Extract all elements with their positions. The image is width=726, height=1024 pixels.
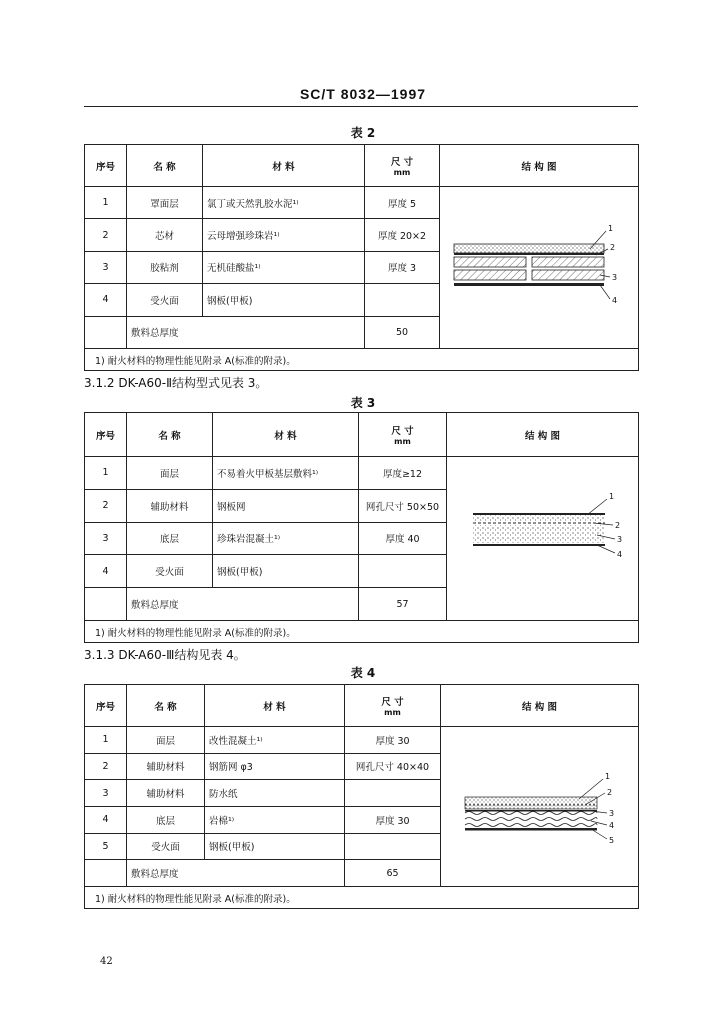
table2-title: 表 2 xyxy=(350,126,376,140)
layer-surface xyxy=(465,797,597,809)
cell-name: 芯材 xyxy=(127,219,203,251)
layer-cover xyxy=(454,244,604,253)
table-note: 1) 耐火材料的物理性能见附录 A(标准的附录)。 xyxy=(85,887,639,909)
cell-name: 辅助材料 xyxy=(127,780,205,807)
structure-diagram-cell xyxy=(441,727,639,887)
cell-name: 底层 xyxy=(127,522,213,555)
structure-diagram xyxy=(440,187,639,345)
diagram-label-4: 4 xyxy=(609,821,615,830)
cell-size: 厚度≥12 xyxy=(359,457,447,490)
layer-core-d xyxy=(532,270,604,280)
layer-steel-plate xyxy=(454,283,604,286)
cell-name: 面层 xyxy=(127,727,205,754)
table-header-row xyxy=(85,413,639,457)
cell-material: 钢筋网 φ3 xyxy=(205,753,345,780)
table4-title: 表 4 xyxy=(350,666,376,680)
col-header-material: 材 料 xyxy=(213,413,359,457)
cell-no: 4 xyxy=(85,806,127,833)
cell-material: 改性混凝土¹⁾ xyxy=(205,727,345,754)
col-header-size xyxy=(365,145,440,187)
table-row xyxy=(85,457,639,490)
size-unit: mm xyxy=(393,168,411,177)
cell-size: 厚度 30 xyxy=(345,727,441,754)
header-rule xyxy=(84,106,638,107)
note-row xyxy=(85,887,639,909)
cell-material: 防水纸 xyxy=(205,780,345,807)
total-label: 敷料总厚度 xyxy=(127,860,345,887)
cell-material: 钢板网 xyxy=(213,489,359,522)
diagram-label-3: 3 xyxy=(612,273,618,282)
col-header-no: 序号 xyxy=(85,145,127,187)
layer-core-b xyxy=(532,257,604,267)
diagram-label-2: 2 xyxy=(615,521,621,530)
cell-size: 厚度 5 xyxy=(365,187,440,219)
cell-no: 4 xyxy=(85,284,127,316)
col-header-no: 序号 xyxy=(85,685,127,727)
cell-no: 1 xyxy=(85,727,127,754)
diagram-label-2: 2 xyxy=(607,788,613,797)
cell-size: 厚度 40 xyxy=(359,522,447,555)
leader-4 xyxy=(600,285,610,299)
cell-name: 辅助材料 xyxy=(127,753,205,780)
diagram-label-1: 1 xyxy=(605,772,611,781)
standard-code: SC/T 8032—1997 xyxy=(299,86,427,102)
cell-no: 2 xyxy=(85,219,127,251)
layer-bottom xyxy=(473,525,605,543)
section-3-1-2: 3.1.2 DK-A60-Ⅱ结构型式见表 3。 xyxy=(84,376,268,390)
cell-size: 厚度 30 xyxy=(345,806,441,833)
table-row xyxy=(85,187,639,219)
col-header-material: 材 料 xyxy=(203,145,365,187)
cell-name: 辅助材料 xyxy=(127,489,213,522)
cell-material: 无机硅酸盐¹⁾ xyxy=(203,251,365,283)
structure-diagram xyxy=(447,457,639,617)
cell-material: 云母增强珍珠岩¹⁾ xyxy=(203,219,365,251)
total-value: 57 xyxy=(359,588,447,621)
layer-top-line xyxy=(473,513,605,515)
size-label: 尺 寸 xyxy=(390,157,414,168)
col-header-diagram: 结 构 图 xyxy=(441,685,639,727)
cell-no: 1 xyxy=(85,457,127,490)
cell-empty xyxy=(85,860,127,887)
leader-1 xyxy=(587,499,607,515)
structure-diagram-cell xyxy=(440,187,639,349)
cell-no: 2 xyxy=(85,489,127,522)
total-label: 敷料总厚度 xyxy=(127,588,359,621)
section-3-1-3: 3.1.3 DK-A60-Ⅲ结构见表 4。 xyxy=(84,648,246,662)
size-unit: mm xyxy=(384,708,401,717)
table-header-row xyxy=(85,145,639,187)
cell-size: 厚度 20×2 xyxy=(365,219,440,251)
cell-size: 网孔尺寸 50×50 xyxy=(359,489,447,522)
size-label: 尺 寸 xyxy=(381,697,404,708)
col-header-name: 名 称 xyxy=(127,685,205,727)
cell-name: 底层 xyxy=(127,806,205,833)
layer-core-a xyxy=(454,257,526,267)
cell-no: 1 xyxy=(85,187,127,219)
col-header-no: 序号 xyxy=(85,413,127,457)
cell-size: 网孔尺寸 40×40 xyxy=(345,753,441,780)
total-label: 敷料总厚度 xyxy=(127,316,365,348)
table4 xyxy=(84,684,639,909)
diagram-label-1: 1 xyxy=(609,492,615,501)
cell-size: 厚度 3 xyxy=(365,251,440,283)
cell-empty xyxy=(85,316,127,348)
cell-material: 钢板(甲板) xyxy=(205,833,345,860)
layer-adhesive-top xyxy=(454,253,604,255)
cell-size xyxy=(345,833,441,860)
cell-size xyxy=(365,284,440,316)
layer-rock-wool xyxy=(465,812,597,827)
diagram-label-2: 2 xyxy=(610,243,616,252)
size-unit: mm xyxy=(394,437,411,446)
total-value: 65 xyxy=(345,860,441,887)
diagram-label-3: 3 xyxy=(617,535,623,544)
diagram-label-4: 4 xyxy=(612,296,618,305)
cell-material: 钢板(甲板) xyxy=(213,555,359,588)
table-note: 1) 耐火材料的物理性能见附录 A(标准的附录)。 xyxy=(85,349,639,371)
cell-no: 2 xyxy=(85,753,127,780)
cell-size xyxy=(345,780,441,807)
col-header-size xyxy=(359,413,447,457)
cell-material: 岩棉¹⁾ xyxy=(205,806,345,833)
col-header-name: 名 称 xyxy=(127,145,203,187)
cell-name: 受火面 xyxy=(127,555,213,588)
page-number: 42 xyxy=(100,956,113,967)
cell-name: 罩面层 xyxy=(127,187,203,219)
col-header-size xyxy=(345,685,441,727)
cell-size xyxy=(359,555,447,588)
cell-name: 胶粘剂 xyxy=(127,251,203,283)
cell-material: 珍珠岩混凝土¹⁾ xyxy=(213,522,359,555)
structure-diagram xyxy=(441,727,639,883)
total-value: 50 xyxy=(365,316,440,348)
col-header-name: 名 称 xyxy=(127,413,213,457)
cell-name: 受火面 xyxy=(127,833,205,860)
layer-steel-plate xyxy=(465,828,597,831)
leader-5 xyxy=(591,829,607,839)
col-header-material: 材 料 xyxy=(205,685,345,727)
table-note: 1) 耐火材料的物理性能见附录 A(标准的附录)。 xyxy=(85,621,639,643)
cell-material: 氯丁或天然乳胶水泥¹⁾ xyxy=(203,187,365,219)
table2 xyxy=(84,144,639,371)
cell-name: 面层 xyxy=(127,457,213,490)
structure-diagram-cell xyxy=(447,457,639,621)
cell-no: 3 xyxy=(85,251,127,283)
table-row xyxy=(85,727,639,754)
leader-4 xyxy=(597,545,615,553)
cell-no: 3 xyxy=(85,522,127,555)
layer-steel-plate xyxy=(473,544,605,546)
cell-material: 钢板(甲板) xyxy=(203,284,365,316)
cell-name: 受火面 xyxy=(127,284,203,316)
layer-core-c xyxy=(454,270,526,280)
table-header-row xyxy=(85,685,639,727)
cell-empty xyxy=(85,588,127,621)
diagram-label-3: 3 xyxy=(609,809,615,818)
diagram-label-1: 1 xyxy=(608,224,614,233)
layer-surface xyxy=(473,515,605,521)
col-header-diagram: 结 构 图 xyxy=(447,413,639,457)
table3 xyxy=(84,412,639,643)
diagram-label-4: 4 xyxy=(617,550,623,559)
col-header-diagram: 结 构 图 xyxy=(440,145,639,187)
diagram-label-5: 5 xyxy=(609,836,615,845)
cell-material: 不易着火甲板基层敷料¹⁾ xyxy=(213,457,359,490)
table3-title: 表 3 xyxy=(350,396,376,410)
note-row xyxy=(85,621,639,643)
cell-no: 5 xyxy=(85,833,127,860)
note-row xyxy=(85,349,639,371)
size-label: 尺 寸 xyxy=(391,426,414,437)
cell-no: 4 xyxy=(85,555,127,588)
cell-no: 3 xyxy=(85,780,127,807)
